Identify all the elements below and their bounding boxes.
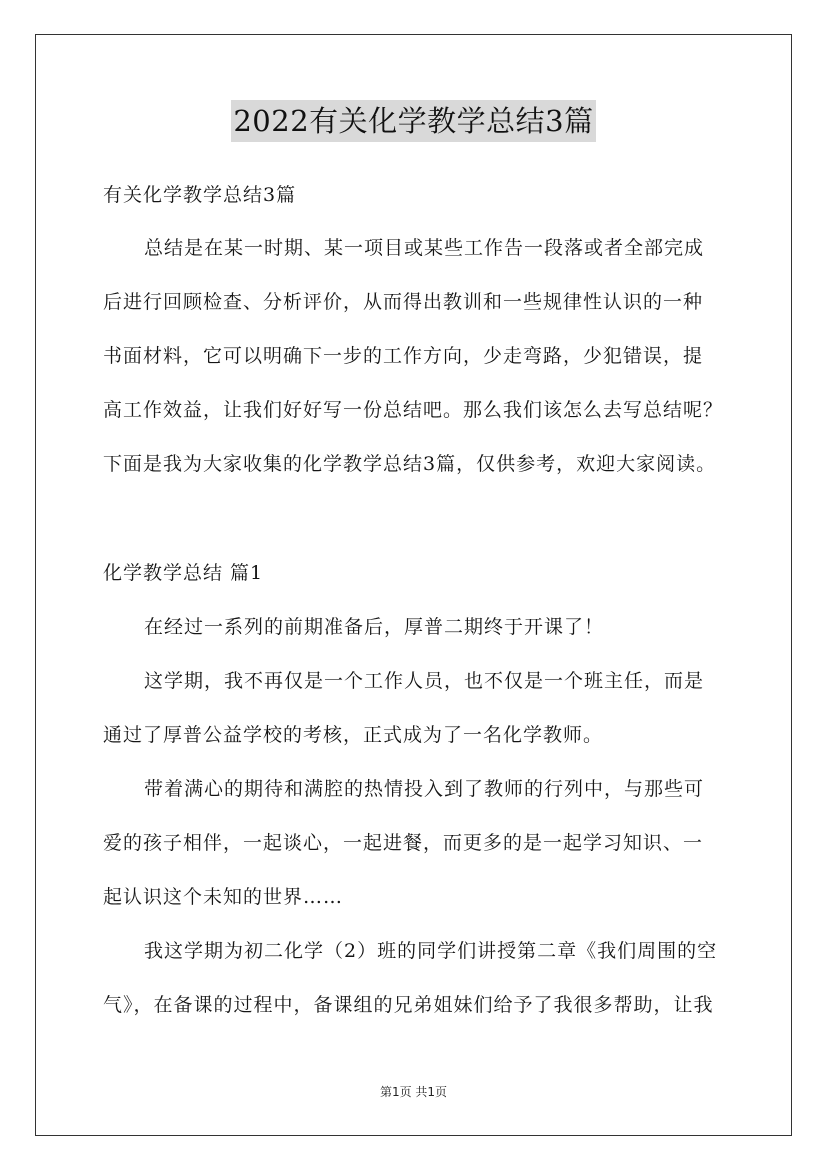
- intro-line: 后进行回顾检查、分析评价，从而得出教训和一些规律性认识的一种: [103, 291, 704, 313]
- document-title: 2022有关化学教学总结3篇: [231, 100, 595, 142]
- body-line: 通过了厚普公益学校的考核，正式成为了一名化学教师。: [103, 724, 604, 746]
- body-line: 我这学期为初二化学（2）班的同学们讲授第二章《我们周围的空: [144, 940, 718, 962]
- intro-line: 高工作效益，让我们好好写一份总结吧。那么我们该怎么去写总结呢？: [103, 399, 724, 421]
- document-subtitle: 有关化学教学总结3篇: [103, 184, 297, 206]
- body-line: 起认识这个未知的世界……: [103, 886, 344, 908]
- intro-line: 下面是我为大家收集的化学教学总结3篇，仅供参考，欢迎大家阅读。: [103, 453, 717, 475]
- body-line: 爱的孩子相伴，一起谈心，一起进餐，而更多的是一起学习知识、一: [103, 832, 704, 854]
- body-line: 在经过一系列的前期准备后，厚普二期终于开课了！: [144, 616, 605, 638]
- body-line: 带着满心的期待和满腔的热情投入到了教师的行列中，与那些可: [144, 778, 705, 800]
- body-line: 气》，在备课的过程中，备课组的兄弟姐妹们给予了我很多帮助，让我: [103, 994, 714, 1016]
- page-footer: 第1页 共1页: [379, 1085, 448, 1099]
- intro-line: 书面材料，它可以明确下一步的工作方向，少走弯路，少犯错误，提: [103, 345, 704, 367]
- intro-line: 总结是在某一时期、某一项目或某些工作告一段落或者全部完成: [144, 237, 705, 259]
- body-line: 这学期，我不再仅是一个工作人员，也不仅是一个班主任，而是: [144, 670, 705, 692]
- title-container: [0, 100, 827, 142]
- section-heading: 化学教学总结 篇1: [103, 562, 264, 584]
